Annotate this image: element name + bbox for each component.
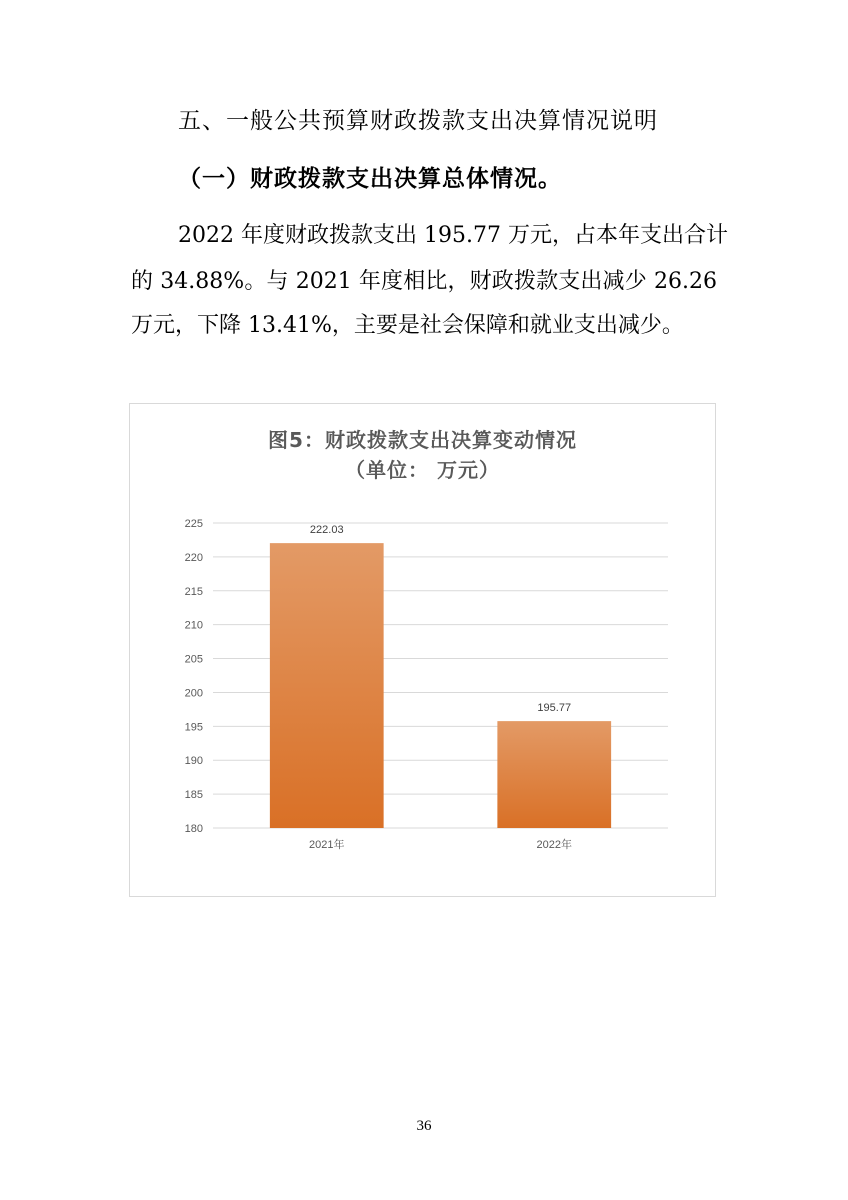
data-label: 195.77: [537, 702, 572, 715]
y-tick-label: 190: [184, 755, 203, 768]
bar: [270, 543, 384, 828]
section-heading: 五、一般公共预算财政拨款支出决算情况说明: [178, 108, 658, 134]
y-tick-label: 180: [184, 823, 203, 835]
x-tick-label: 2021年: [309, 839, 345, 851]
y-tick-label: 225: [184, 518, 203, 530]
bar-chart: [130, 404, 715, 896]
x-tick-label: 2022年: [536, 839, 572, 851]
y-tick-label: 200: [184, 687, 203, 700]
chart-subtitle: （单位： 万元）: [345, 458, 500, 482]
y-tick-label: 205: [184, 653, 203, 666]
y-tick-label: 185: [184, 789, 203, 802]
paragraph-line: 万元，下降 13.41%，主要是社会保障和就业支出减少。: [131, 313, 684, 338]
page-number: 36: [416, 1118, 432, 1134]
y-tick-label: 195: [184, 721, 203, 734]
paragraph-line: 的 34.88%。与 2021 年度相比，财政拨款支出减少 26.26: [131, 269, 717, 294]
y-tick-label: 210: [184, 619, 203, 632]
bar: [497, 721, 611, 828]
y-tick-label: 215: [184, 585, 203, 598]
y-tick-label: 220: [184, 551, 203, 564]
paragraph-line: 2022 年度财政拨款支出 195.77 万元，占本年支出合计: [178, 223, 728, 248]
subsection-heading: （一）财政拨款支出决算总体情况。: [178, 166, 562, 192]
chart-title: 图5：财政拨款支出决算变动情况: [268, 428, 577, 452]
data-label: 222.03: [309, 524, 344, 537]
chart-frame: [129, 403, 716, 897]
